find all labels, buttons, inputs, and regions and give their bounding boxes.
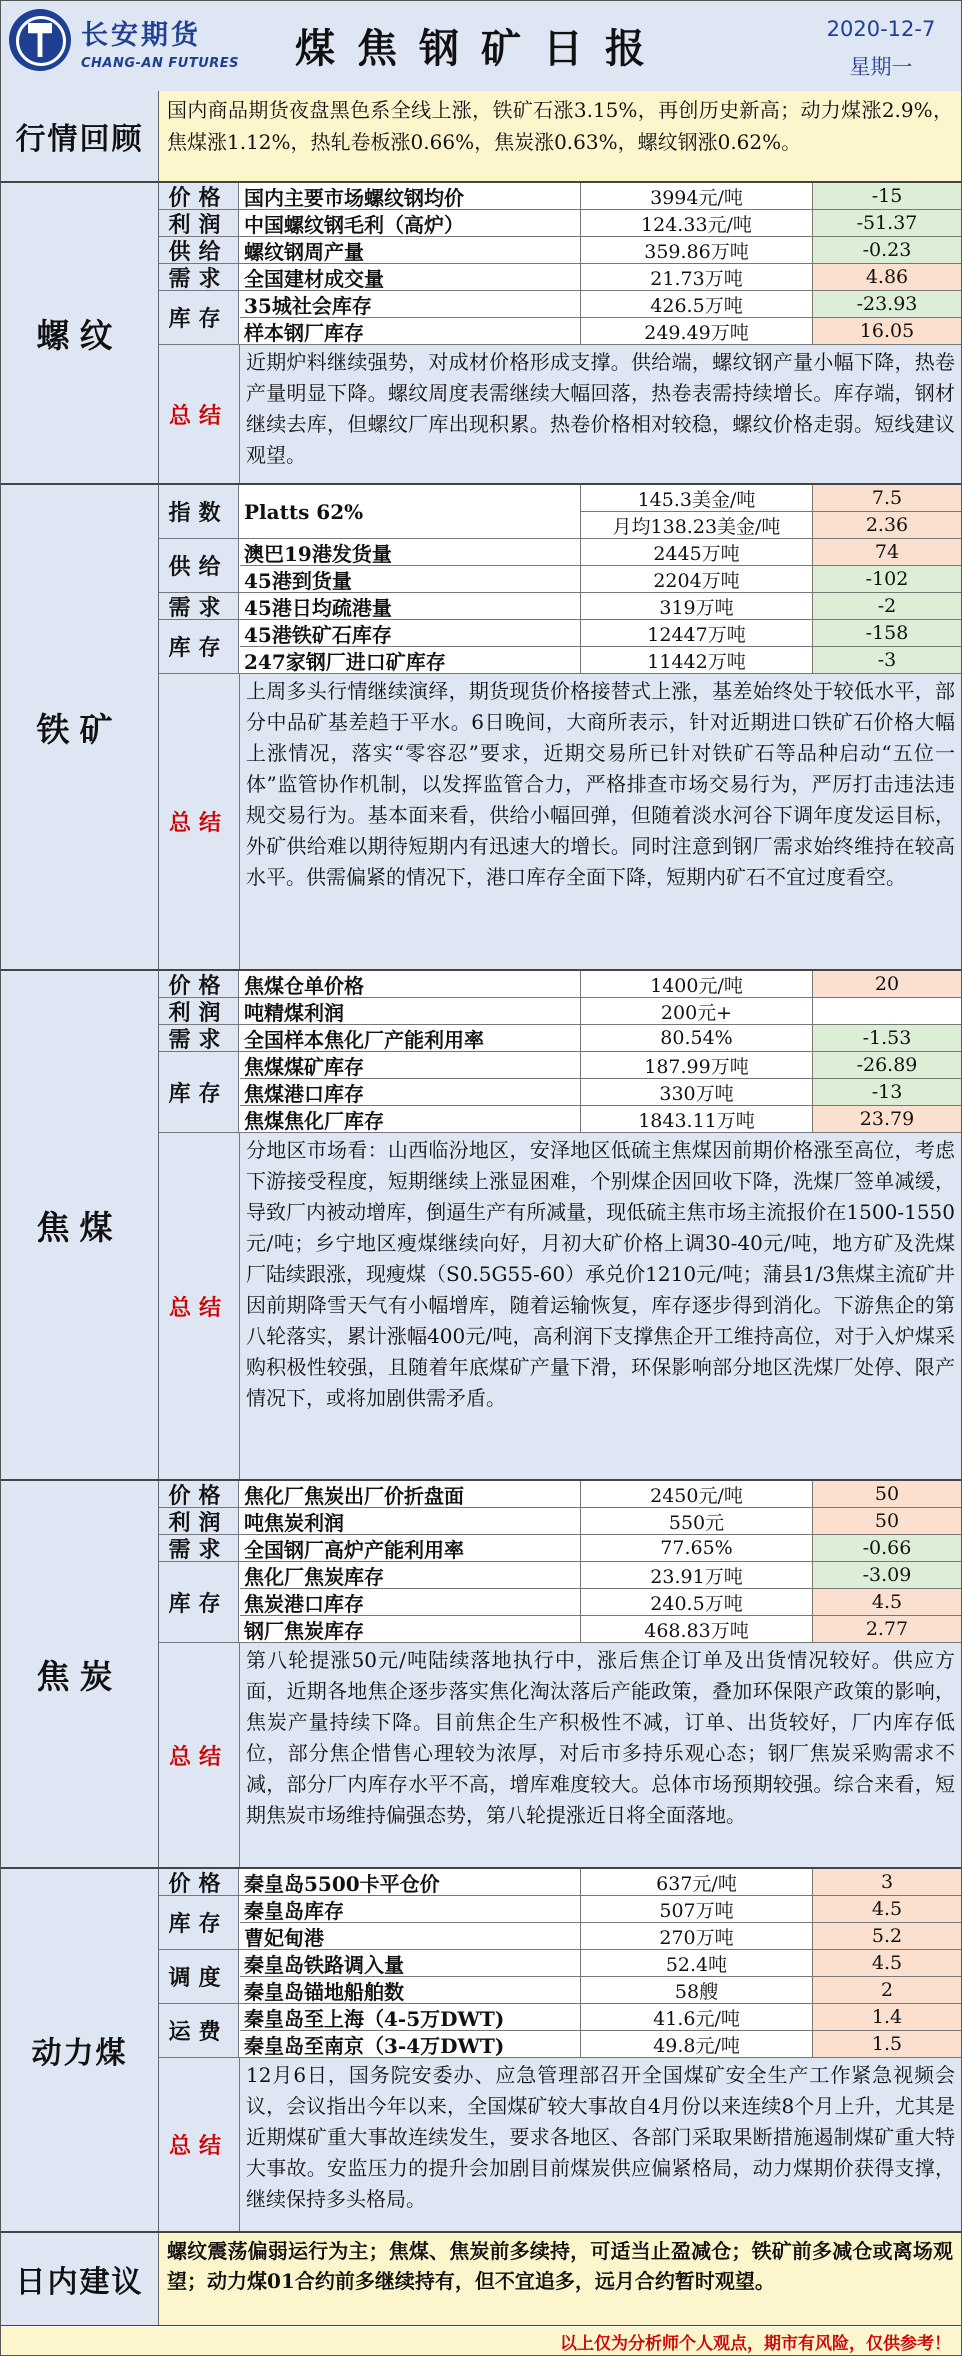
- row-category: 利润: [159, 1508, 239, 1534]
- market-review-section: [1, 91, 961, 183]
- row-change: -158: [813, 620, 961, 646]
- table-row: [581, 512, 961, 539]
- coking-coal-section: [1, 971, 961, 1481]
- rebar-table: [159, 183, 961, 483]
- row-category: 利润: [159, 998, 239, 1024]
- row-category: 供给: [159, 539, 239, 592]
- row-item: 焦化厂焦炭库存: [240, 1562, 581, 1588]
- row-item: 曹妃甸港: [240, 1923, 581, 1949]
- table-row: [159, 183, 961, 210]
- intraday-advice-text: 螺纹震荡偏弱运行为主；焦煤、焦炭前多续持，可适当止盈减仓；铁矿前多减仓或离场观望；动力煤01合约前多继续持有，但不宜追多，远月合约暂时观望。: [159, 2233, 961, 2325]
- table-row: [159, 237, 961, 264]
- row-item: 全国钢厂高炉产能利用率: [240, 1535, 581, 1561]
- table-row: [240, 1589, 961, 1616]
- row-value: 240.5万吨: [581, 1589, 813, 1615]
- row-item: 吨精煤利润: [240, 998, 581, 1024]
- row-item: 35城社会库存: [240, 291, 581, 317]
- market-review-text: 国内商品期货夜盘黑色系全线上涨，铁矿石涨3.15%，再创历史新高；动力煤涨2.9%，焦煤涨1.12%，热轧卷板涨0.66%，焦炭涨0.63%，螺纹钢涨0.62%。: [159, 91, 961, 181]
- table-row: [240, 1562, 961, 1589]
- row-change: 74: [813, 539, 961, 565]
- thermal-coal-summary: [159, 2058, 961, 2231]
- row-change: -23.93: [813, 291, 961, 317]
- table-row: [240, 647, 961, 674]
- row-category: 利润: [159, 210, 239, 236]
- row-category: 价格: [159, 1481, 239, 1507]
- iron-ore-section: [1, 485, 961, 971]
- row-change: 1.4: [813, 2004, 961, 2030]
- row-value: 359.86万吨: [581, 237, 813, 263]
- summary-label: 总结: [159, 2058, 240, 2231]
- row-item: 焦煤煤矿库存: [240, 1052, 581, 1078]
- coke-table: [159, 1481, 961, 1867]
- table-row: [159, 1025, 961, 1052]
- row-item: 秦皇岛5500卡平仓价: [240, 1869, 581, 1895]
- row-item: 焦煤焦化厂库存: [240, 1106, 581, 1132]
- summary-label: 总结: [159, 1133, 240, 1479]
- market-review-label: 行情回顾: [1, 91, 159, 181]
- row-change: 1.5: [813, 2031, 961, 2057]
- row-change: -3: [813, 647, 961, 673]
- row-change: -102: [813, 566, 961, 592]
- row-item: 秦皇岛铁路调入量: [240, 1950, 581, 1976]
- table-row: [240, 1616, 961, 1643]
- row-category: 库存: [159, 620, 239, 673]
- row-change: 3: [813, 1869, 961, 1895]
- row-change: 2.77: [813, 1616, 961, 1642]
- table-row: [581, 485, 961, 512]
- row-item: 秦皇岛库存: [240, 1896, 581, 1922]
- row-value: 21.73万吨: [581, 264, 813, 290]
- row-change: 50: [813, 1508, 961, 1534]
- row-item: 焦煤仓单价格: [240, 971, 581, 997]
- row-item: 秦皇岛至南京（3-4万DWT): [240, 2031, 581, 2057]
- company-name-en: CHANG-AN FUTURES: [81, 56, 240, 71]
- row-change: 50: [813, 1481, 961, 1507]
- row-item: 45港铁矿石库存: [240, 620, 581, 646]
- table-row: [240, 1052, 961, 1079]
- row-value: 23.91万吨: [581, 1562, 813, 1588]
- row-item: 秦皇岛锚地船舶数: [240, 1977, 581, 2003]
- table-row: [240, 1923, 961, 1950]
- row-change: -1.53: [813, 1025, 961, 1051]
- row-value: 200元+: [581, 998, 813, 1024]
- row-item: 国内主要市场螺纹钢均价: [240, 183, 581, 209]
- summary-text: 12月6日，国务院安委办、应急管理部召开全国煤矿安全生产工作紧急视频会议，会议指出今年以来，全国煤矿较大事故自4月份以来连续8个月上升，尤其是近期煤矿重大事故连续发生，要求各地区、各部门采取果断措施遏制煤矿重大特大事故。安监压力的提升会加剧目前煤炭供应偏紧格局，动力煤期价获得支撑，继续保持多头格局。: [240, 2058, 961, 2231]
- table-row: [159, 593, 961, 620]
- row-category: 需求: [159, 1535, 239, 1561]
- row-value: 145.3美金/吨: [581, 485, 813, 511]
- report-header: [1, 1, 961, 93]
- row-category: 调度: [159, 1950, 239, 2003]
- row-value: 468.83万吨: [581, 1616, 813, 1642]
- table-row: [159, 998, 961, 1025]
- row-item: 全国建材成交量: [240, 264, 581, 290]
- row-change: 23.79: [813, 1106, 961, 1132]
- row-value: 270万吨: [581, 1923, 813, 1949]
- iron-ore-table: [159, 485, 961, 969]
- row-category: 价格: [159, 971, 239, 997]
- coke-summary: [159, 1643, 961, 1867]
- row-change: 2: [813, 1977, 961, 2003]
- summary-label: 总结: [159, 1643, 240, 1867]
- row-item: 样本钢厂库存: [240, 318, 581, 344]
- row-value: 330万吨: [581, 1079, 813, 1105]
- summary-text: 第八轮提涨50元/吨陆续落地执行中，涨后焦企订单及出货情况较好。供应方面，近期各地焦企逐步落实焦化淘汰落后产能政策，叠加环保限产政策的影响，焦炭产量持续下降。目前焦企生产积极性不减，订单、出货较好，厂内库存低位，部分焦企惜售心理较为浓厚，对后市多持乐观心态；钢厂焦炭采购需求不减，部分厂内库存水平不高，增库难度较大。总体市场预期较强。综合来看，短期焦炭市场维持偏强态势，第八轮提涨近日将全面落地。: [240, 1643, 961, 1867]
- row-value: 124.33元/吨: [581, 210, 813, 236]
- coking-coal-table: [159, 971, 961, 1479]
- row-value: 3994元/吨: [581, 183, 813, 209]
- thermal-coal-section: [1, 1869, 961, 2233]
- row-value: 2445万吨: [581, 539, 813, 565]
- changan-logo-icon: [9, 9, 71, 71]
- report-weekday: 星期一: [849, 55, 913, 79]
- row-value: 49.8元/吨: [581, 2031, 813, 2057]
- coking-coal-summary: [159, 1133, 961, 1479]
- row-value: 77.65%: [581, 1535, 813, 1561]
- row-change: -2: [813, 593, 961, 619]
- table-row: [159, 1481, 961, 1508]
- row-value: 12447万吨: [581, 620, 813, 646]
- row-change: -0.23: [813, 237, 961, 263]
- coking-coal-label: 焦煤: [1, 971, 159, 1479]
- table-row: [159, 1535, 961, 1562]
- company-name-cn: 长安期货: [81, 20, 201, 51]
- row-item: 焦煤港口库存: [240, 1079, 581, 1105]
- row-item: 焦化厂焦炭出厂价折盘面: [240, 1481, 581, 1507]
- row-item: 全国样本焦化厂产能利用率: [240, 1025, 581, 1051]
- intraday-advice-section: [1, 2233, 961, 2326]
- row-change: 4.5: [813, 1589, 961, 1615]
- row-value: 637元/吨: [581, 1869, 813, 1895]
- row-value: 1843.11万吨: [581, 1106, 813, 1132]
- coke-label: 焦炭: [1, 1481, 159, 1867]
- row-value: 2450元/吨: [581, 1481, 813, 1507]
- row-category: 价格: [159, 1869, 239, 1895]
- report-date: 2020-12-7: [826, 17, 936, 41]
- row-change: 16.05: [813, 318, 961, 344]
- row-item: 45港到货量: [240, 566, 581, 592]
- rebar-summary: [159, 345, 961, 483]
- row-category: 运费: [159, 2004, 239, 2057]
- row-change: -3.09: [813, 1562, 961, 1588]
- row-item: 澳巴19港发货量: [240, 539, 581, 565]
- table-row: [159, 264, 961, 291]
- rebar-section: [1, 183, 961, 485]
- row-value: 11442万吨: [581, 647, 813, 673]
- table-row: [159, 1508, 961, 1535]
- rebar-label: 螺纹: [1, 183, 159, 483]
- row-value: 41.6元/吨: [581, 2004, 813, 2030]
- iron-ore-summary: [159, 674, 961, 969]
- row-change: 7.5: [813, 485, 961, 511]
- row-category: 库存: [159, 1052, 239, 1132]
- row-category: 价格: [159, 183, 239, 209]
- row-change: -26.89: [813, 1052, 961, 1078]
- row-category: 库存: [159, 1562, 239, 1642]
- row-value: 月均138.23美金/吨: [581, 512, 813, 538]
- row-category: 需求: [159, 593, 239, 619]
- row-value: 507万吨: [581, 1896, 813, 1922]
- row-item: 吨焦炭利润: [240, 1508, 581, 1534]
- row-item: 秦皇岛至上海（4-5万DWT): [240, 2004, 581, 2030]
- iron-ore-label: 铁矿: [1, 485, 159, 969]
- row-category: 库存: [159, 291, 239, 344]
- disclaimer-footer: 以上仅为分析师个人观点，期市有风险，仅供参考！: [1, 2327, 961, 2355]
- row-value: 58艘: [581, 1977, 813, 2003]
- row-change: 4.5: [813, 1896, 961, 1922]
- row-change: 4.5: [813, 1950, 961, 1976]
- thermal-coal-table: [159, 1869, 961, 2231]
- row-change: 4.86: [813, 264, 961, 290]
- row-category: 指数: [159, 485, 239, 538]
- row-change: -51.37: [813, 210, 961, 236]
- row-category: 需求: [159, 264, 239, 290]
- row-change: 2.36: [813, 512, 961, 538]
- intraday-advice-label: 日内建议: [1, 2233, 159, 2325]
- row-value: 2204万吨: [581, 566, 813, 592]
- row-item: 中国螺纹钢毛利（高炉）: [240, 210, 581, 236]
- table-row: [240, 566, 961, 593]
- row-category: 需求: [159, 1025, 239, 1051]
- table-row: [159, 1869, 961, 1896]
- table-row: [240, 2031, 961, 2058]
- row-category: 库存: [159, 1896, 239, 1949]
- row-change: [813, 998, 961, 1024]
- summary-text: 上周多头行情继续演绎，期货现货价格接替式上涨，基差始终处于较低水平，部分中品矿基差趋于平水。6日晚间，大商所表示，针对近期进口铁矿石价格大幅上涨情况，落实“零容忍”要求，近期交易所已针对铁矿石等品种启动“五位一体”监管协作机制，以发挥监管合力，严格排查市场交易行为，严厉打击违法违规交易行为。基本面来看，供给小幅回弹，但随着淡水河谷下调年度发运目标，外矿供给难以期待短期内有迅速大的增长。同时注意到钢厂需求始终维持在较高水平。供需偏紧的情况下，港口库存全面下降，短期内矿石不宜过度看空。: [240, 674, 961, 969]
- row-change: 20: [813, 971, 961, 997]
- summary-text: 分地区市场看：山西临汾地区，安泽地区低硫主焦煤因前期价格涨至高位，考虑下游接受程度，短期继续上涨显困难，个别煤企因回收下降，洗煤厂签单减缓，导致厂内被动增库，倒逼生产有所减量，现低硫主焦市场主流报价在1500-1550元/吨；乡宁地区瘦煤继续向好，月初大矿价格上调30-40元/吨，地方矿及洗煤厂陆续跟涨，现瘦煤（S0.5G55-60）承兑价1210元/吨；蒲县1/3焦煤主流矿井因前期降雪天气有小幅增库，随着运输恢复，库存逐步得到消化。下游焦企的第八轮落实，累计涨幅400元/吨，高利润下支撑焦企开工维持高位，对于入炉煤采购积极性较强，且随着年底煤矿产量下滑，环保影响部分地区洗煤厂处停、限产情况下，或将加剧供需矛盾。: [240, 1133, 961, 1479]
- row-change: -0.66: [813, 1535, 961, 1561]
- row-value: 80.54%: [581, 1025, 813, 1051]
- row-change: 5.2: [813, 1923, 961, 1949]
- row-item: 45港日均疏港量: [240, 593, 581, 619]
- table-row: [240, 2004, 961, 2031]
- row-item: 焦炭港口库存: [240, 1589, 581, 1615]
- table-row: [240, 1977, 961, 2004]
- row-value: 319万吨: [581, 593, 813, 619]
- table-row: [240, 1950, 961, 1977]
- row-value: 187.99万吨: [581, 1052, 813, 1078]
- row-item: Platts 62%: [240, 485, 581, 538]
- row-value: 550元: [581, 1508, 813, 1534]
- table-row: [240, 539, 961, 566]
- summary-text: 近期炉料继续强势，对成材价格形成支撑。供给端，螺纹钢产量小幅下降，热卷产量明显下降。螺纹周度表需继续大幅回落，热卷表需持续增长。库存端，钢材继续去库，但螺纹厂库出现积累。热卷价格相对较稳，螺纹价格走弱。短线建议观望。: [240, 345, 961, 483]
- summary-label: 总结: [159, 674, 240, 969]
- table-row: [159, 971, 961, 998]
- row-value: 1400元/吨: [581, 971, 813, 997]
- summary-label: 总结: [159, 345, 240, 483]
- row-change: -13: [813, 1079, 961, 1105]
- row-value: 249.49万吨: [581, 318, 813, 344]
- row-value: 52.4吨: [581, 1950, 813, 1976]
- coke-section: [1, 1481, 961, 1869]
- row-category: 供给: [159, 237, 239, 263]
- row-change: -15: [813, 183, 961, 209]
- row-item: 钢厂焦炭库存: [240, 1616, 581, 1642]
- table-row: [159, 210, 961, 237]
- thermal-coal-label: 动力煤: [1, 1869, 159, 2231]
- row-value: 426.5万吨: [581, 291, 813, 317]
- row-item: 螺纹钢周产量: [240, 237, 581, 263]
- table-row: [240, 1079, 961, 1106]
- table-row: [240, 318, 961, 345]
- table-row: [240, 291, 961, 318]
- row-item: 247家钢厂进口矿库存: [240, 647, 581, 673]
- table-row: [240, 1896, 961, 1923]
- table-row: [240, 1106, 961, 1133]
- report-title: 煤焦钢矿日报: [295, 26, 667, 72]
- table-row: [240, 620, 961, 647]
